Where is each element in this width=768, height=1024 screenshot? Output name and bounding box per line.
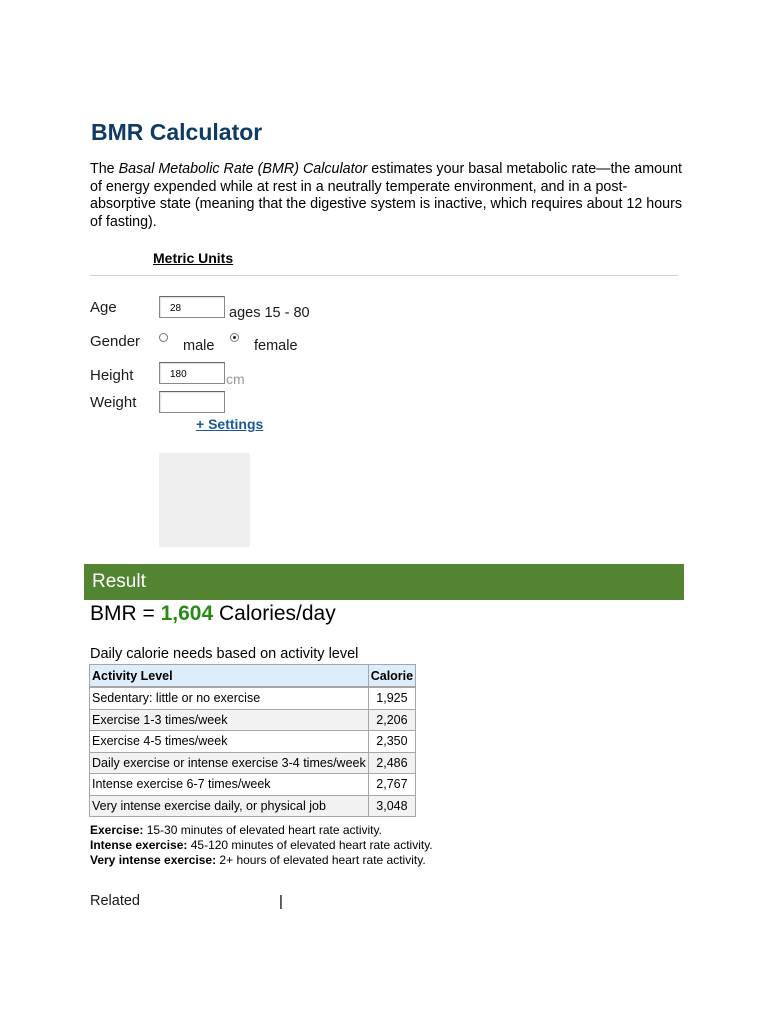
bmr-suffix: Calories/day bbox=[213, 602, 336, 625]
activity-level-cell: Daily exercise or intense exercise 3-4 times/week bbox=[90, 752, 369, 774]
calorie-cell: 2,767 bbox=[368, 774, 415, 796]
table-row bbox=[90, 752, 416, 774]
column-header-calorie: Calorie bbox=[368, 665, 415, 688]
definition-term: Very intense exercise: bbox=[90, 853, 217, 867]
exercise-definitions bbox=[90, 823, 433, 868]
definition-text: 45-120 minutes of elevated heart rate activity. bbox=[187, 838, 433, 852]
activity-level-cell: Exercise 4-5 times/week bbox=[90, 731, 369, 753]
tab-metric-units[interactable]: Metric Units bbox=[153, 250, 234, 266]
gender-female-radio[interactable] bbox=[230, 333, 239, 342]
calorie-cell: 2,486 bbox=[368, 752, 415, 774]
calorie-cell: 3,048 bbox=[368, 795, 415, 817]
definition-intense-exercise bbox=[90, 838, 433, 853]
weight-label: Weight bbox=[90, 394, 137, 411]
definition-term: Exercise: bbox=[90, 823, 144, 837]
intro-prefix: The bbox=[90, 161, 119, 177]
result-heading: Result bbox=[92, 571, 146, 592]
table-row bbox=[90, 731, 416, 753]
table-row bbox=[90, 709, 416, 731]
gender-male-radio[interactable] bbox=[159, 333, 168, 342]
intro-suffix: estimates your basal metabolic rate—the amount of energy expended while at rest in a neutrally temperate environment, and in a post-absorptive state (meaning that the digestive system is inactive, which requires about 12 hours of fasting). bbox=[90, 161, 683, 230]
activity-level-cell: Very intense exercise daily, or physical job bbox=[90, 795, 369, 817]
settings-link[interactable]: + Settings bbox=[196, 416, 264, 432]
height-unit: cm bbox=[226, 371, 245, 387]
activity-level-cell: Exercise 1-3 times/week bbox=[90, 709, 369, 731]
activity-level-cell: Sedentary: little or no exercise bbox=[90, 687, 369, 709]
gender-male-label: male bbox=[183, 338, 215, 354]
intro-italic: Basal Metabolic Rate (BMR) Calculator bbox=[118, 161, 368, 177]
calorie-needs-table bbox=[89, 664, 416, 817]
calorie-cell: 2,350 bbox=[368, 731, 415, 753]
weight-input[interactable] bbox=[159, 391, 225, 413]
column-header-activity: Activity Level bbox=[90, 665, 369, 688]
result-header-bar bbox=[84, 564, 684, 600]
age-input[interactable] bbox=[159, 296, 225, 318]
gender-female-label: female bbox=[254, 338, 298, 354]
intro-paragraph bbox=[90, 161, 690, 231]
age-hint: ages 15 - 80 bbox=[229, 305, 310, 321]
table-row bbox=[90, 687, 416, 709]
activity-level-cell: Intense exercise 6-7 times/week bbox=[90, 774, 369, 796]
bmr-prefix: BMR = bbox=[90, 602, 161, 625]
definition-text: 2+ hours of elevated heart rate activity. bbox=[216, 853, 426, 867]
page-title: BMR Calculator bbox=[91, 119, 263, 145]
definition-very-intense-exercise bbox=[90, 853, 433, 868]
calorie-cell: 2,206 bbox=[368, 709, 415, 731]
bmr-result-line bbox=[90, 602, 336, 626]
table-caption: Daily calorie needs based on activity level bbox=[90, 646, 359, 662]
related-label: Related bbox=[90, 893, 140, 909]
height-input[interactable] bbox=[159, 362, 225, 384]
definition-term: Intense exercise: bbox=[90, 838, 188, 852]
height-label: Height bbox=[90, 367, 134, 384]
table-row bbox=[90, 795, 416, 817]
related-separator: | bbox=[279, 893, 283, 910]
table-header-row bbox=[90, 665, 416, 688]
gender-label: Gender bbox=[90, 333, 141, 350]
calculate-button-placeholder[interactable] bbox=[159, 453, 250, 547]
definition-exercise bbox=[90, 823, 433, 838]
calorie-cell: 1,925 bbox=[368, 687, 415, 709]
age-label: Age bbox=[90, 299, 117, 316]
tab-divider bbox=[90, 275, 678, 276]
table-row bbox=[90, 774, 416, 796]
definition-text: 15-30 minutes of elevated heart rate activity. bbox=[143, 823, 382, 837]
bmr-value: 1,604 bbox=[160, 602, 214, 625]
